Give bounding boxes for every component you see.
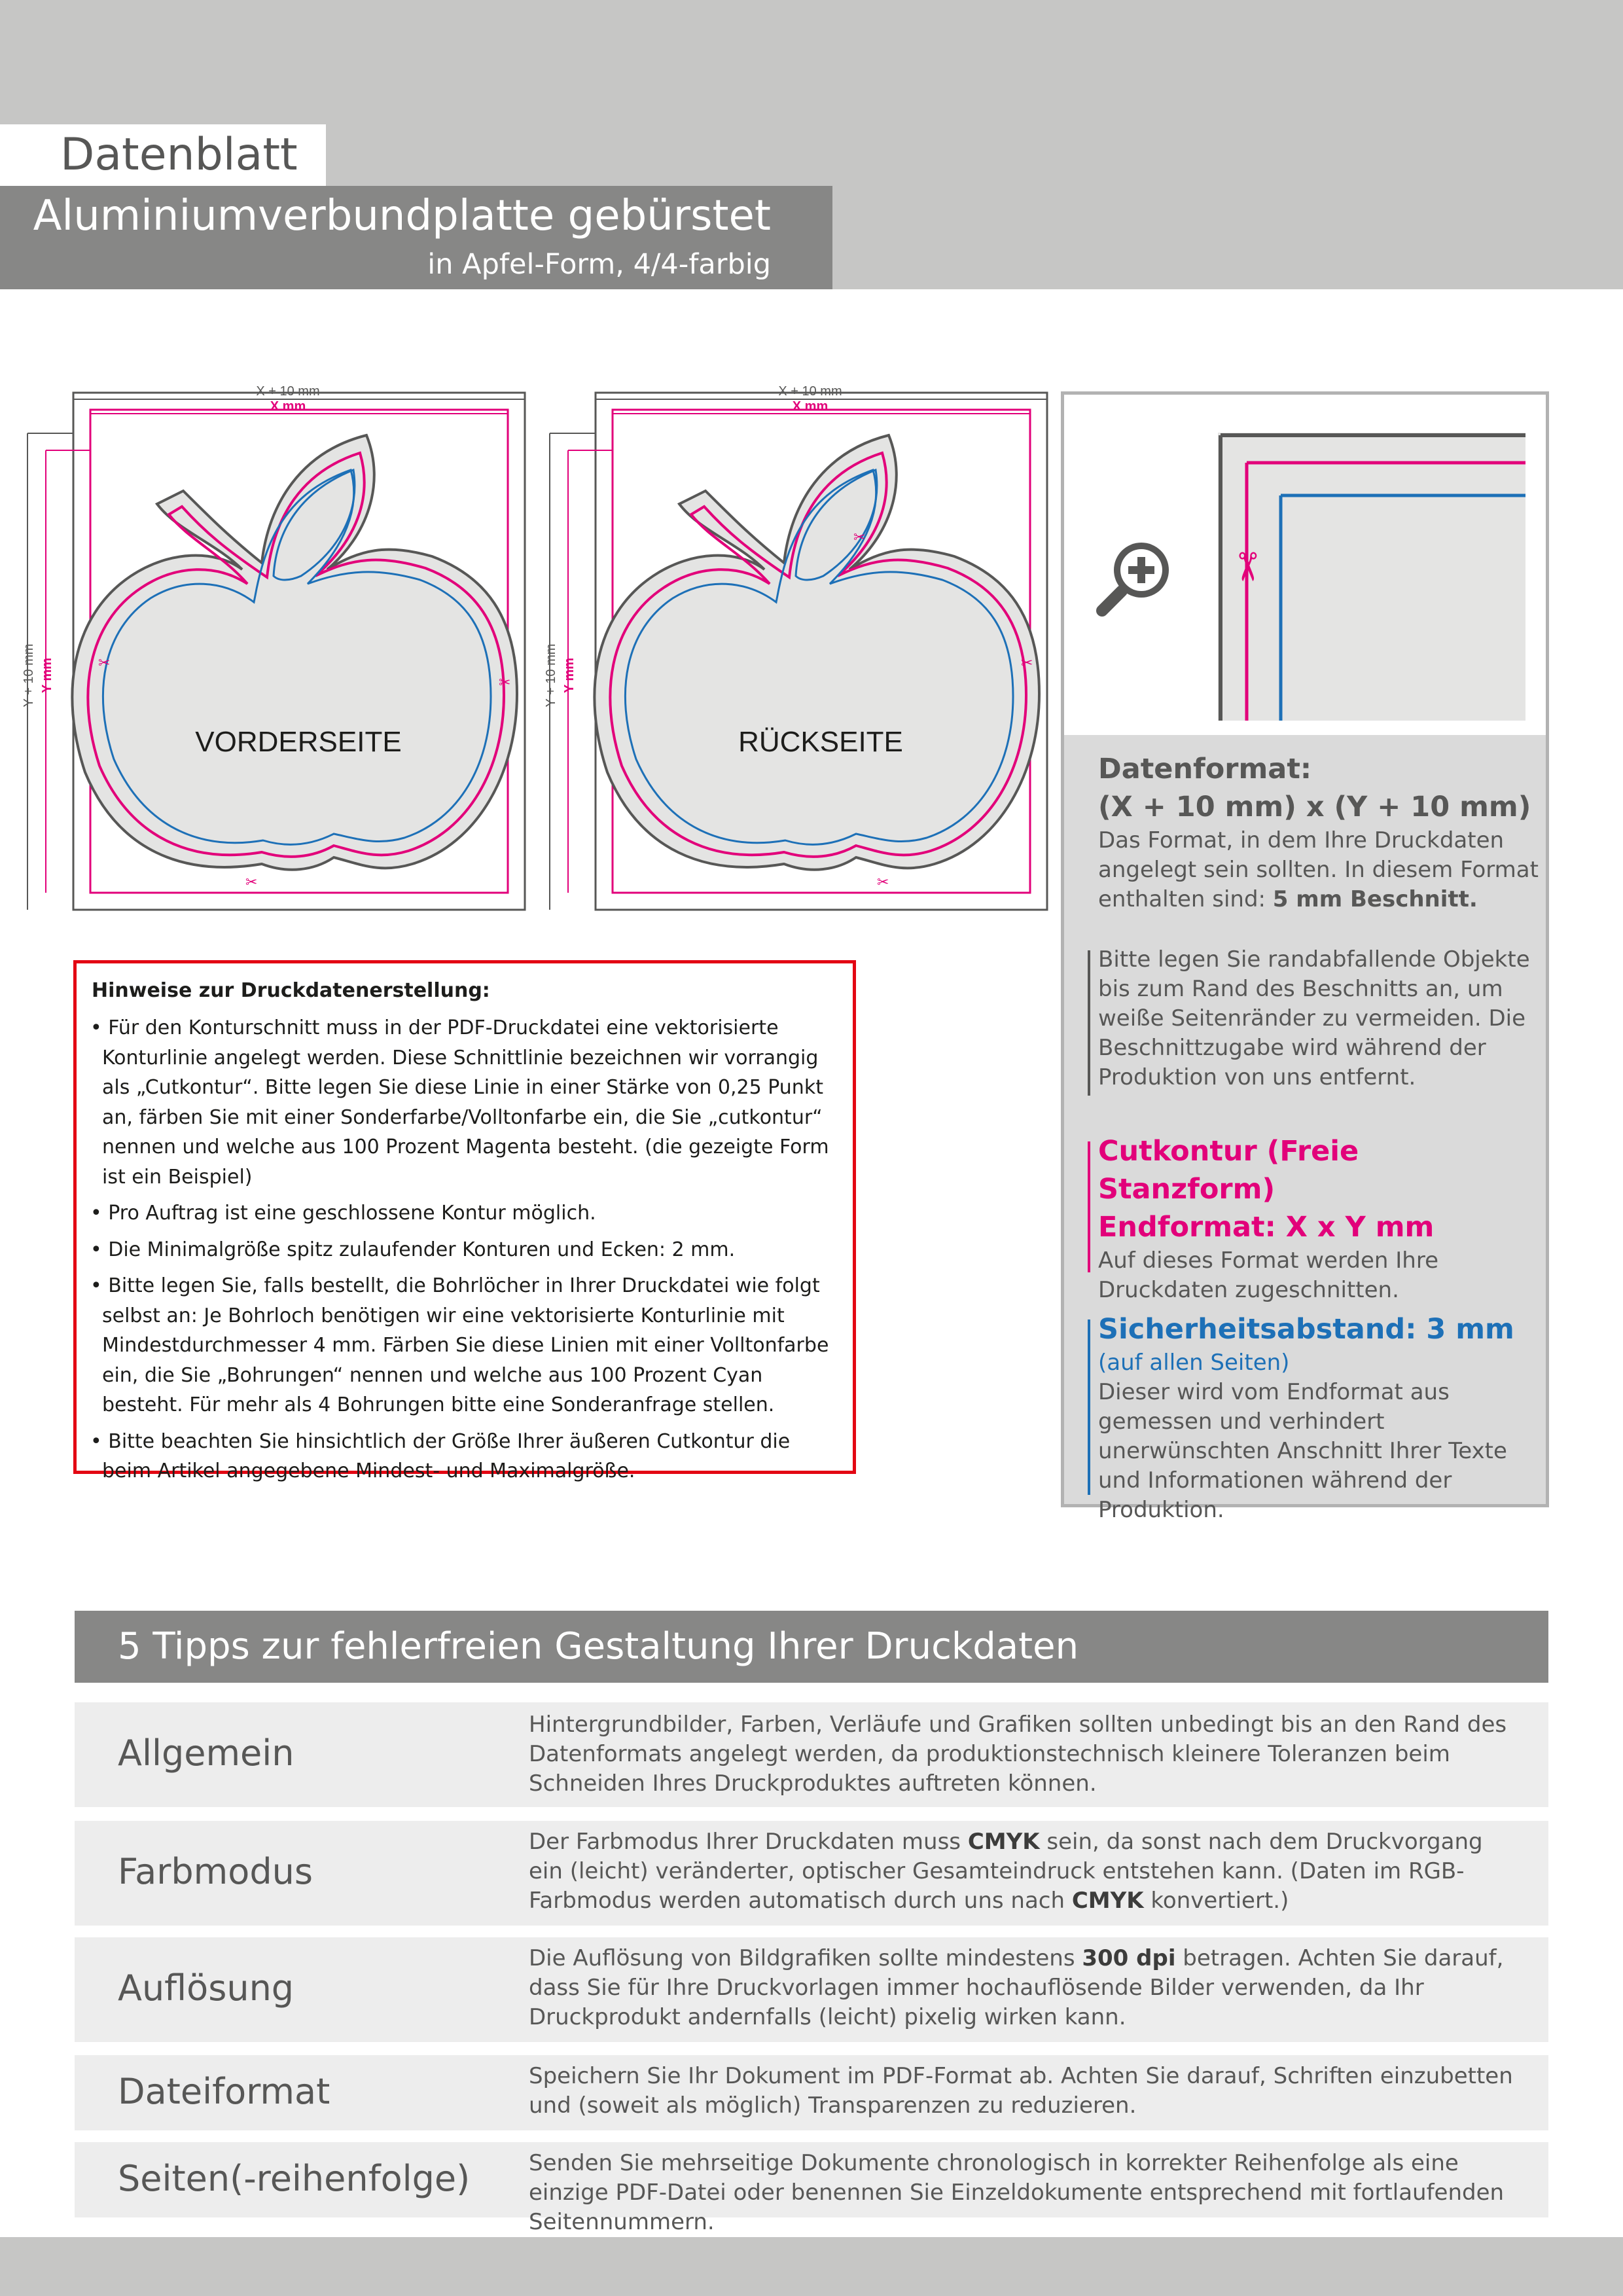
tip-text: Der Farbmodus Ihrer Druckdaten muss CMYK sein, da sonst nach dem Druckvorgang ein (leicht) veränderter, optischer Gesamteindruck entstehen kann. (Daten im RGB-Farbmodus werden automatisch durch uns nach CMYK konvertiert.)	[529, 1829, 1483, 1914]
front-width-outer: X + 10 mm	[256, 384, 320, 399]
data-format-block	[1098, 750, 1543, 914]
tip-text: Senden Sie mehrseitige Dokumente chronologisch in korrekter Reihenfolge als eine einzige PDF-Datei oder benennen Sie Einzeldokumente entsprechend mit fortlaufenden Seitennummern.	[529, 2150, 1505, 2235]
tip-text: Die Auflösung von Bildgrafiken sollte mindestens 300 dpi betragen. Achten Sie darauf, dass Sie für Ihre Druckvorlagen immer hochauflösende Bilder verwenden, da Ihr Druckprodukt andernfalls (leicht) pixelig wirken kann.	[529, 1945, 1504, 2030]
front-diagram	[22, 384, 525, 910]
cut-contour-text: Auf dieses Format werden Ihre Druckdaten zugeschnitten.	[1098, 1247, 1438, 1303]
back-height-outer: Y + 10 mm	[544, 643, 558, 708]
zoom-detail-panel	[1061, 391, 1549, 738]
data-format-dimensions: (X + 10 mm) x (Y + 10 mm)	[1098, 791, 1531, 823]
scissors-icon: ✂	[245, 874, 258, 891]
back-diagram	[544, 384, 1047, 910]
end-format-heading: Endformat: X x Y mm	[1098, 1211, 1435, 1244]
back-width-outer: X + 10 mm	[778, 384, 842, 399]
scissors-icon: ✂	[877, 874, 889, 891]
page-subtitle: in Apfel-Form, 4/4-farbig	[427, 248, 771, 281]
safety-text: Dieser wird vom Endformat aus gemessen und verhindert unerwünschten Anschnitt Ihrer Texte und Informationen während der Produktion.	[1098, 1379, 1507, 1523]
safety-subheading: (auf allen Seiten)	[1098, 1350, 1290, 1376]
hint-item: • Für den Konturschnitt muss in der PDF-Druckdatei eine vektorisierte Konturlinie angelegt werden. Diese Schnittlinie bezeichnen wir vorrangig als „Cutkontur“. Bitte legen Sie diese Linie in einer Stärke von 0,25 Punkt an, färben Sie mit einer Sonderfarbe/Volltonfarbe ein, die Sie „cutkontur“ nennen und welche aus 100 Prozent Magenta besteht. (die gezeigte Form ist ein Beispiel)	[90, 1016, 829, 1189]
tip-row-general	[75, 1702, 1548, 1807]
tip-row-page-order	[75, 2142, 1548, 2235]
tip-row-file-format	[75, 2055, 1548, 2130]
hint-item: • Bitte beachten Sie hinsichtlich der Größe Ihrer äußeren Cutkontur die beim Artikel angegebene Mindest- und Maximalgröße.	[90, 1429, 791, 1482]
tip-text: Hintergrundbilder, Farben, Verläufe und Grafiken sollten unbedingt bis an den Rand des Datenformats angelegt werden, da produktionstechnisch kleinere Toleranzen beim Schneiden Ihres Druckproduktes auftreten können.	[529, 1712, 1507, 1797]
hint-item: • Die Minimalgröße spitz zulaufender Konturen und Ecken: 2 mm.	[90, 1238, 736, 1261]
tip-row-color-mode	[75, 1821, 1548, 1926]
corner-detail-graphic	[1218, 433, 1525, 721]
page-title: Aluminiumverbundplatte gebürstet	[33, 192, 771, 240]
tip-label: Dateiformat	[118, 2071, 330, 2112]
tip-label: Seiten(-reihenfolge)	[118, 2158, 471, 2199]
tip-row-resolution	[75, 1937, 1548, 2042]
bleed-text: Bitte legen Sie randabfallende Objekte bis zum Rand des Beschnitts an, um weiße Seitenränder zu vermeiden. Die Beschnittzugabe wird während der Produktion von uns entfernt.	[1098, 946, 1530, 1090]
scissors-icon: ✂	[853, 529, 866, 546]
scissors-icon: ✂	[499, 675, 511, 691]
front-label: VORDERSEITE	[195, 726, 402, 758]
back-height-inner: Y mm	[562, 657, 577, 694]
front-height-outer: Y + 10 mm	[22, 643, 36, 708]
front-height-inner: Y mm	[40, 657, 54, 694]
hints-list	[90, 1013, 843, 1493]
tip-text: Speichern Sie Ihr Dokument im PDF-Format ab. Achten Sie darauf, Schriften einzubetten und (soweit als möglich) Transparenzen zu reduzieren.	[529, 2063, 1513, 2119]
hints-title: Hinweise zur Druckdatenerstellung:	[92, 979, 490, 1002]
hint-item: • Bitte legen Sie, falls bestellt, die Bohrlöcher in Ihrer Druckdatei wie folgt selbst an: Je Bohrloch benötigen wir eine vektorisierte Konturlinie mit Mindestdurchmesser 4 mm. Färben Sie diese Linien mit einer Volltonfarbe ein, die Sie „Bohrungen“ nennen und welche aus 100 Prozent Cyan besteht. Für mehr als 4 Bohrungen bitte eine Sonderanfrage stellen.	[90, 1274, 829, 1416]
tip-label: Allgemein	[118, 1732, 294, 1774]
front-width-inner: X mm	[270, 399, 306, 414]
scissors-icon: ✂	[1224, 550, 1270, 584]
scissors-icon: ✂	[98, 655, 111, 672]
data-format-heading: Datenformat:	[1098, 753, 1312, 785]
bleed-block	[1098, 945, 1543, 1092]
apple-diagrams	[20, 380, 1060, 923]
zoom-in-icon	[1094, 532, 1179, 617]
tips-title: 5 Tipps zur fehlerfreien Gestaltung Ihrer Druckdaten	[118, 1625, 1079, 1668]
safety-block	[1098, 1310, 1543, 1525]
data-format-text: Das Format, in dem Ihre Druckdaten angelegt sein sollten. In diesem Format enthalten sind: 5 mm Beschnitt.	[1098, 827, 1539, 912]
hint-item: • Pro Auftrag ist eine geschlossene Kontur möglich.	[90, 1202, 596, 1225]
back-width-inner: X mm	[792, 399, 829, 414]
cut-contour-heading: Cutkontur (Freie Stanzform)	[1098, 1135, 1359, 1206]
footer-band	[0, 2237, 1623, 2296]
document-tag: Datenblatt	[60, 129, 298, 181]
scissors-icon: ✂	[1021, 655, 1033, 672]
back-label: RÜCKSEITE	[738, 726, 903, 758]
tip-label: Farbmodus	[118, 1851, 313, 1892]
tip-label: Auflösung	[118, 1967, 294, 2009]
cut-contour-block	[1098, 1132, 1543, 1305]
safety-heading: Sicherheitsabstand: 3 mm	[1098, 1313, 1514, 1346]
